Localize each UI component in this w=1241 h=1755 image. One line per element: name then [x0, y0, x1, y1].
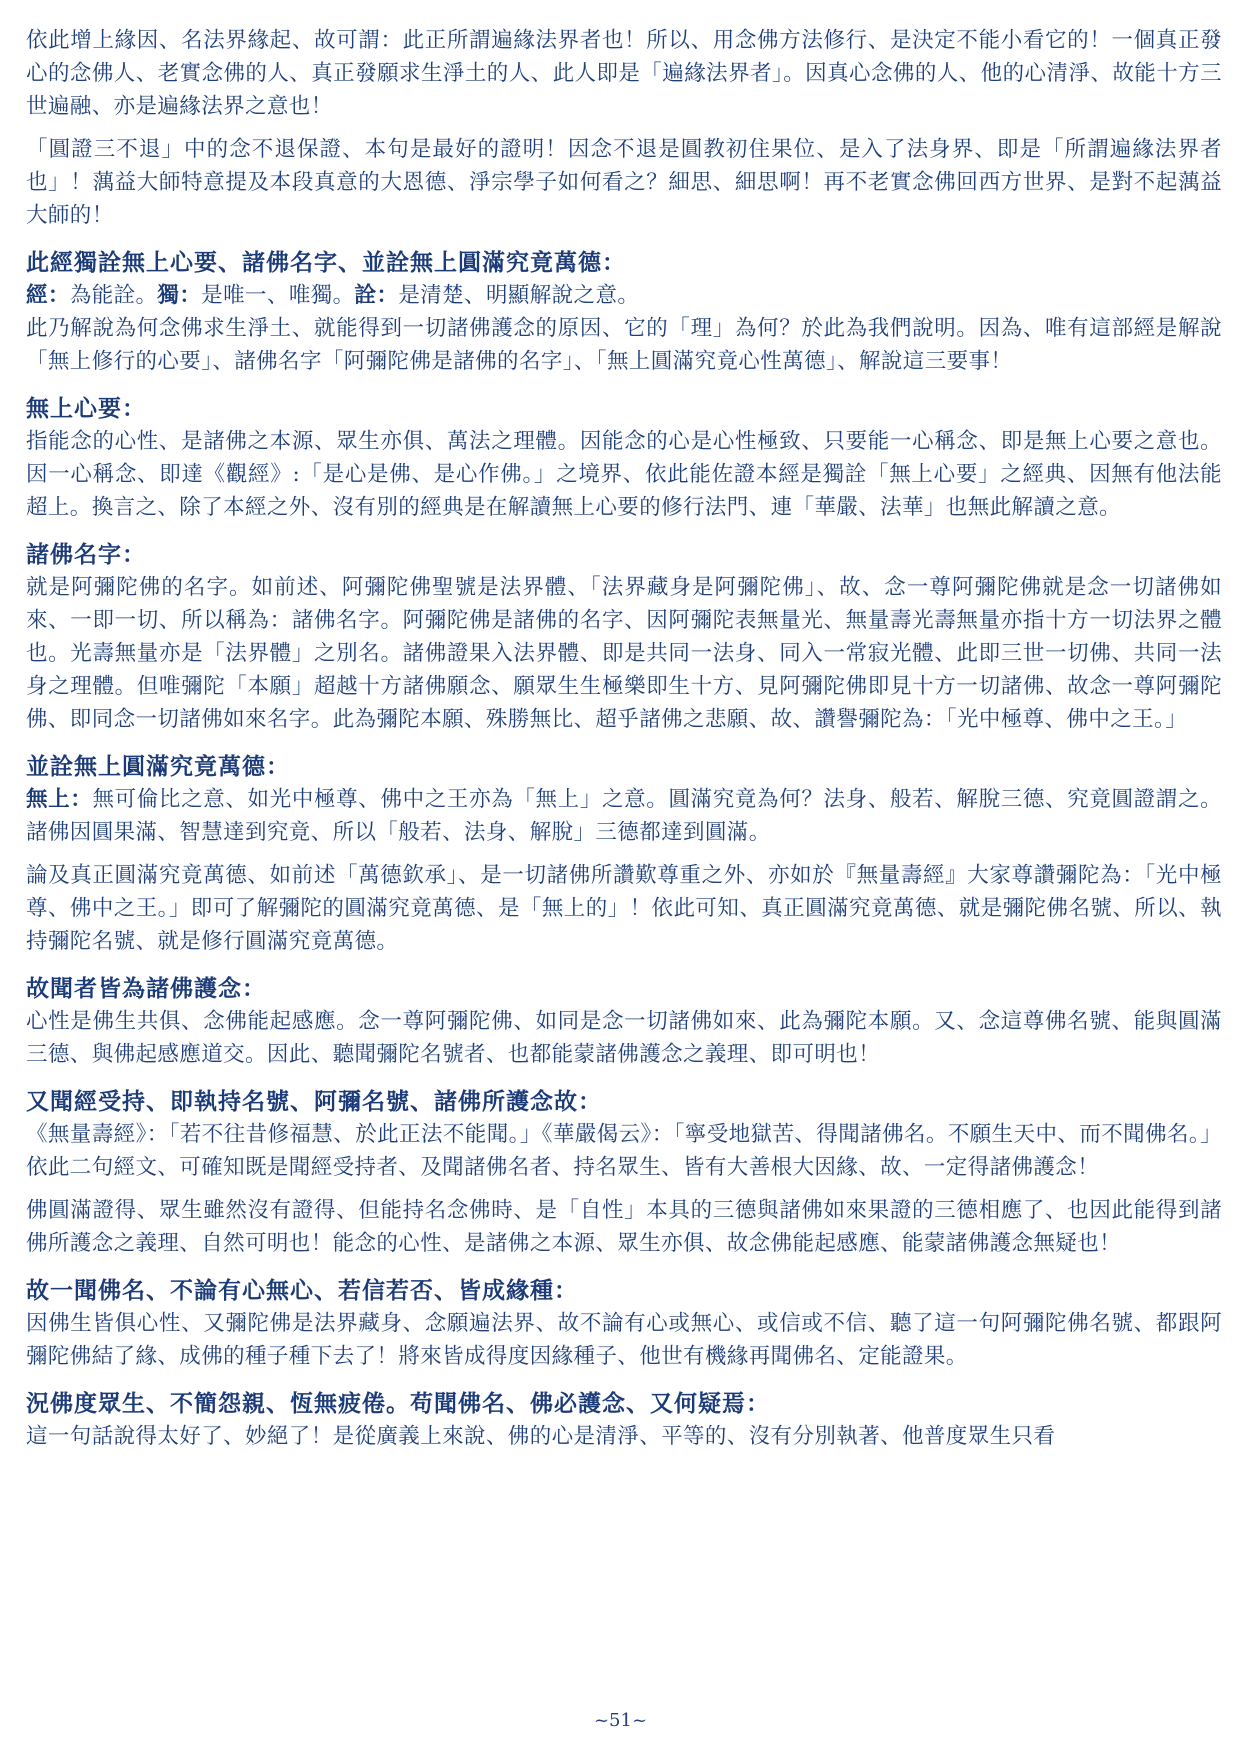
term-du-text: 是唯一、唯獨。: [201, 283, 355, 308]
term-quan-text: 是清楚、明顯解說之意。: [398, 283, 640, 308]
term-wushang-text: 無可倫比之意、如光中極尊、佛中之王亦為「無上」之意。圓滿究竟為何？法身、般若、解脫三德、究竟圓證謂之。諸佛因圓果滿、智慧達到究竟、所以「般若、法身、解脫」三德都達到圓滿。: [26, 787, 1223, 845]
paragraph-2: 「圓證三不退」中的念不退保證、本句是最好的證明！因念不退是圓教初住果位、是入了法身界、即是「所謂遍緣法界者也」！蕅益大師特意提及本段真意的大恩德、淨宗學子如何看之？細思、細思啊！再不老實念佛回西方世界、是對不起蕅益大師的！: [26, 137, 1222, 228]
section-heading-7: 故一聞佛名、不論有心無心、若信若否、皆成緣種：: [26, 1277, 578, 1304]
section-heading-6: 又聞經受持、即執持名號、阿彌名號、諸佛所護念故：: [26, 1088, 602, 1115]
section-heading-8: 況佛度眾生、不簡怨親、恆無疲倦。苟聞佛名、佛必護念、又何疑焉：: [26, 1390, 770, 1417]
paragraph-9: 《無量壽經》：「若不往昔修福慧、於此正法不能聞。」《華嚴偈云》：「寧受地獄苦、得聞諸佛名。不願生天中、而不聞佛名。」依此二句經文、可確知既是聞經受持者、及聞諸佛名者、持名眾生、皆有大善根大因緣、故、一定得諸佛護念！: [26, 1122, 1222, 1180]
paragraph-7: 論及真正圓滿究竟萬德、如前述「萬德欽承」、是一切諸佛所讚歎尊重之外、亦如於『無量壽經』大家尊讚彌陀為：「光中極尊、佛中之王。」即可了解彌陀的圓滿究竟萬德、是「無上的」！依此可知、真正圓滿究竟萬德、就是彌陀佛名號、所以、執持彌陀名號、就是修行圓滿究竟萬德。: [26, 863, 1222, 954]
document-page: [26, 24, 1222, 1453]
paragraph-12: 這一句話說得太好了、妙絕了！是從廣義上來說、佛的心是清淨、平等的、沒有分別執著、他普度眾生只看: [26, 1424, 1056, 1449]
paragraph-1: 依此增上緣因、名法界緣起、故可謂：此正所謂遍緣法界者也！所以、用念佛方法修行、是決定不能小看它的！一個真正發心的念佛人、老實念佛的人、真正發願求生淨土的人、此人即是「遍緣法界者」。因真心念佛的人、他的心清淨、故能十方三世遍融、亦是遍緣法界之意也！: [26, 28, 1222, 119]
term-du: 獨：: [157, 283, 202, 308]
paragraph-5: 就是阿彌陀佛的名字。如前述、阿彌陀佛聖號是法界體、「法界藏身是阿彌陀佛」、故、念一尊阿彌陀佛就是念一切諸佛如來、一即一切、所以稱為：諸佛名字。阿彌陀佛是諸佛的名字、因阿彌陀表無量光、無量壽光壽無量亦指十方一切法界之體也。光壽無量亦是「法界體」之別名。諸佛證果入法界體、即是共同一法身、同入一常寂光體、此即三世一切佛、共同一法身之理體。但唯彌陀「本願」超越十方諸佛願念、願眾生生極樂即生十方、見阿彌陀佛即見十方一切諸佛、故念一尊阿彌陀佛、即同念一切諸佛如來名字。此為彌陀本願、殊勝無比、超乎諸佛之悲願、故、讚譽彌陀為：「光中極尊、佛中之王。」: [26, 575, 1222, 732]
section-heading-1: 此經獨詮無上心要、諸佛名字、並詮無上圓滿究竟萬德：: [26, 249, 626, 276]
section-heading-2: 無上心要：: [26, 395, 146, 422]
term-wushang: 無上：: [26, 787, 93, 812]
paragraph-4: 指能念的心性、是諸佛之本源、眾生亦俱、萬法之理體。因能念的心是心性極致、只要能一心稱念、即是無上心要之意也。因一心稱念、即達《觀經》:「是心是佛、是心作佛。」之境界、依此能佐證本經是獨詮「無上心要」之經典、因無有他法能超上。換言之、除了本經之外、沒有別的經典是在解讀無上心要的修行法門、連「華嚴、法華」也無此解讀之意。: [26, 429, 1222, 520]
paragraph-3: 此乃解說為何念佛求生淨土、就能得到一切諸佛護念的原因、它的「理」為何？於此為我們說明。因為、唯有這部經是解說「無上修行的心要」、諸佛名字「阿彌陀佛是諸佛的名字」、「無上圓滿究竟心性萬德」、解說這三要事！: [26, 316, 1222, 374]
section-heading-4: 並詮無上圓滿究竟萬德：: [26, 753, 290, 780]
page-number: ~51~: [593, 1710, 648, 1731]
paragraph-11: 因佛生皆俱心性、又彌陀佛是法界藏身、念願遍法界、故不論有心或無心、或信或不信、聽了這一句阿彌陀佛名號、都跟阿彌陀佛結了緣、成佛的種子種下去了！將來皆成得度因緣種子、他世有機緣再聞佛名、定能證果。: [26, 1311, 1222, 1369]
term-quan: 詮：: [354, 283, 399, 308]
term-jing-text: 為能詮。: [69, 283, 158, 308]
paragraph-6: [26, 783, 1222, 849]
paragraph-8: 心性是佛生共俱、念佛能起感應。念一尊阿彌陀佛、如同是念一切諸佛如來、此為彌陀本願。又、念這尊佛名號、能與圓滿三德、與佛起感應道交。因此、聽聞彌陀名號者、也都能蒙諸佛護念之義理、即可明也！: [26, 1009, 1222, 1067]
term-jing: 經：: [26, 283, 70, 308]
section-heading-5: 故聞者皆為諸佛護念：: [26, 975, 266, 1002]
term-definitions: [26, 279, 1222, 312]
section-heading-3: 諸佛名字：: [26, 541, 146, 568]
paragraph-10: 佛圓滿證得、眾生雖然沒有證得、但能持名念佛時、是「自性」本具的三德與諸佛如來果證的三德相應了、也因此能得到諸佛所護念之義理、自然可明也！能念的心性、是諸佛之本源、眾生亦俱、故念佛能起感應、能蒙諸佛護念無疑也！: [26, 1198, 1222, 1256]
